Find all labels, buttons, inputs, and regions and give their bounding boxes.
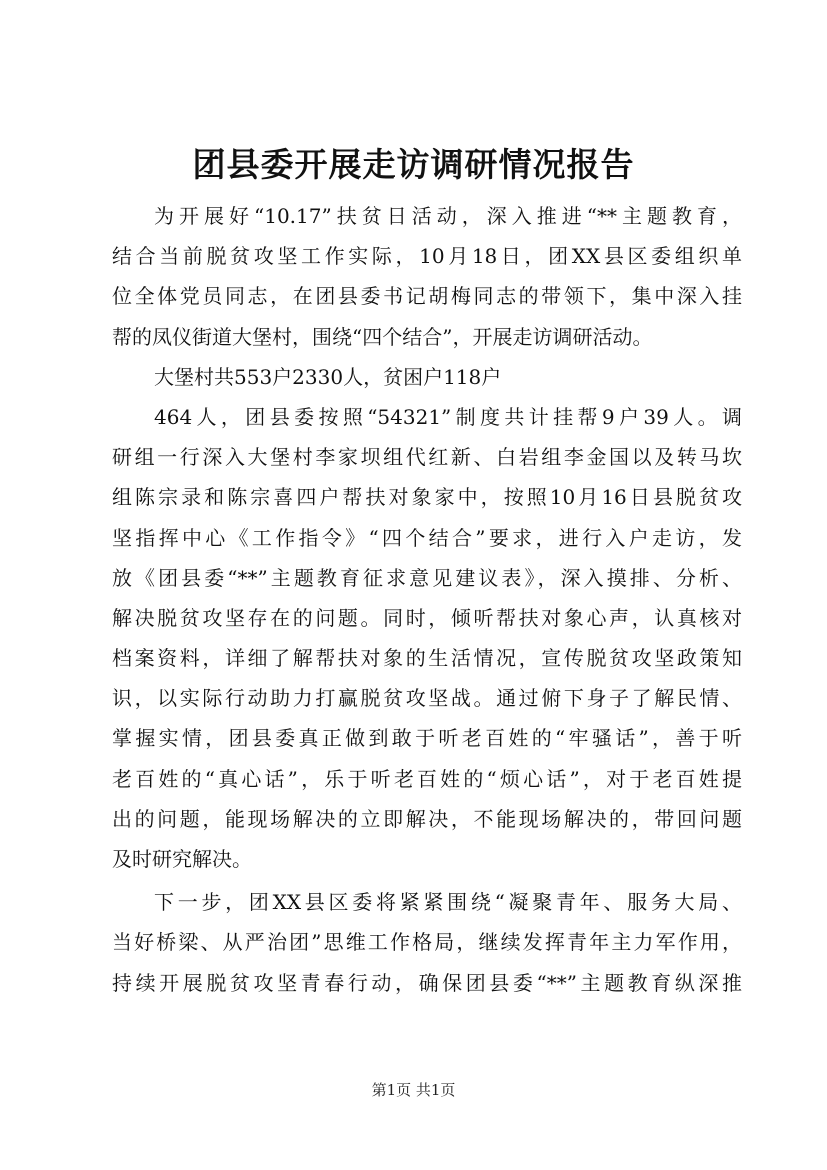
page-footer: 第1页 共1页 (371, 1081, 456, 1099)
paragraph-3-line-1: 464人，团县委按照“54321”制度共计挂帮9户39人。调 (154, 404, 742, 429)
paragraph-4-line-1: 下一步，团XX县区委将紧紧围绕“凝聚青年、服务大局、 (154, 890, 742, 915)
paragraph-4-line-2: 当好桥梁、从严治团”思维工作格局，继续发挥青年主力军作用， (112, 930, 742, 955)
paragraph-2 (112, 357, 742, 397)
paragraph-3-line-5: 放《团县委“**”主题教育征求意见建议表》，深入摸排、分析、 (112, 565, 742, 590)
paragraph-3-line-9: 掌握实情，团县委真正做到敢于听老百姓的“牢骚话”，善于听 (112, 726, 742, 751)
paragraph-3-line-8: 识，以实际行动助力打赢脱贫攻坚战。通过俯下身子了解民情、 (112, 686, 742, 711)
paragraph-3-line-10: 老百姓的“真心话”，乐于听老百姓的“烦心话”，对于老百姓提 (112, 766, 742, 791)
paragraph-4 (112, 882, 742, 1003)
paragraph-4-line-3: 持续开展脱贫攻坚青春行动，确保团县委“**”主题教育纵深推 (112, 970, 742, 995)
paragraph-1-line-3: 位全体党员同志，在团县委书记胡梅同志的带领下，集中深入挂 (112, 284, 742, 309)
paragraph-1 (112, 196, 742, 357)
paragraph-3-line-2: 研组一行深入大堡村李家坝组代红新、白岩组李金国以及转马坎 (112, 445, 742, 470)
paragraph-2-line-1: 大堡村共553户2330人，贫困户118户 (154, 364, 502, 389)
paragraph-3-line-7: 档案资料，详细了解帮扶对象的生活情况，宣传脱贫攻坚政策知 (112, 646, 742, 671)
paragraph-3-line-6: 解决脱贫攻坚存在的问题。同时，倾听帮扶对象心声，认真核对 (112, 605, 742, 630)
paragraph-1-line-4: 帮的凤仪街道大堡村，围绕“四个结合”，开展走访调研活动。 (112, 324, 653, 349)
paragraph-1-line-2: 结合当前脱贫攻坚工作实际，10月18日，团XX县区委组织单 (112, 244, 742, 269)
paragraph-3-line-3: 组陈宗录和陈宗喜四户帮扶对象家中，按照10月16日县脱贫攻 (112, 485, 742, 510)
paragraph-1-line-1: 为开展好“10.17”扶贫日活动，深入推进“**主题教育， (154, 204, 742, 228)
paragraph-3-line-4: 坚指挥中心《工作指令》“四个结合”要求，进行入户走访，发 (112, 525, 742, 550)
paragraph-3-line-11: 出的问题，能现场解决的立即解决，不能现场解决的，带回问题 (112, 806, 742, 831)
document-title: 团县委开展走访调研情况报告 (192, 145, 635, 184)
document-body (112, 196, 742, 1003)
paragraph-3-line-12: 及时研究解决。 (112, 847, 252, 871)
paragraph-3 (112, 397, 742, 879)
